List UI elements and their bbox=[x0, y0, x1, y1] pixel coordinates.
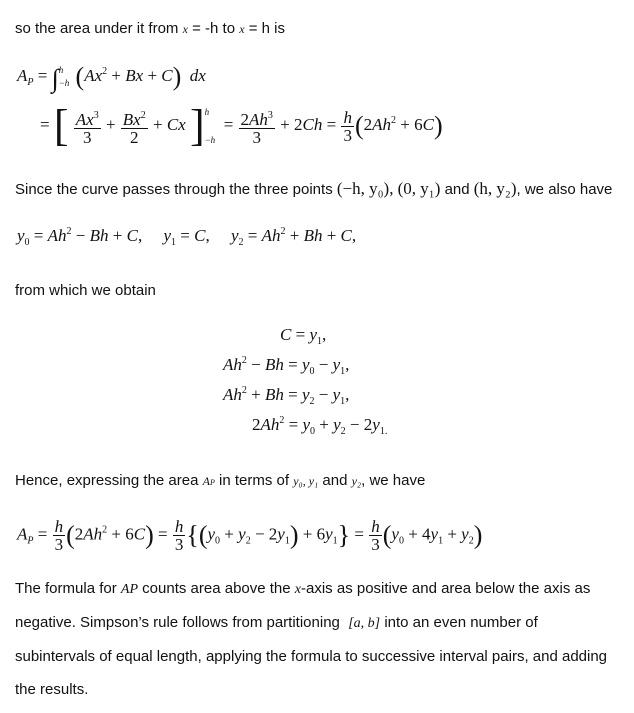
intro-var-x2: x bbox=[239, 22, 245, 36]
intro-var-x1: x bbox=[182, 22, 188, 36]
intro-eq2: = h is bbox=[248, 20, 285, 37]
system-eq-2: $Ah^2 - Bh = y_0 - y_1$, bbox=[223, 355, 350, 377]
hence-text-and: and bbox=[322, 472, 348, 489]
integral-equation: $A_P$ = ∫ h −h $(Ax^2 + Bx + C)$ dx bbox=[17, 62, 206, 93]
passes-line bbox=[15, 179, 612, 199]
x-axis-var: x bbox=[294, 582, 302, 597]
intro-eq1: = -h to bbox=[192, 20, 236, 37]
obtain-line bbox=[15, 282, 156, 299]
var-y2: y₂ bbox=[351, 474, 362, 488]
final-line-1: The formula for AP counts area above the x-axis as positive and area below the axis as bbox=[15, 580, 591, 597]
area-symbol: AP bbox=[202, 474, 215, 488]
obtain-text: from which we obtain bbox=[15, 282, 156, 299]
system-eq-1: $C = y_1$, bbox=[280, 325, 327, 347]
passes-text-and: and bbox=[444, 181, 470, 198]
hence-text-pre: Hence, expressing the area bbox=[15, 472, 199, 489]
y-equations: $y_0 = Ah^2 - Bh + C$, $y_1 = C$, $y_2 = Ah^2 + Bh + C$, bbox=[17, 226, 357, 248]
final-line-2: negative. Simpson’s rule follows from partitioning [a, b] into an even number of bbox=[15, 614, 538, 631]
final-line-3: subintervals of equal length, applying the formula to successive interval pairs, and adding bbox=[15, 648, 608, 665]
ap-symbol: AP bbox=[120, 582, 138, 597]
bracket-evaluation: = [ $\frac{Ax^3}{3}$ + $\frac{Bx^2}{2}$ + Cx ] h −h = $\frac{2Ah^3}{3}$ + 2Ch = $\frac{h}{3}$ $(2Ah^2 + 6C)$ bbox=[40, 100, 443, 150]
final-paragraph bbox=[15, 572, 615, 706]
interval-ab: [a, b] bbox=[348, 616, 381, 631]
point-1: (−h, y₀), bbox=[336, 179, 394, 198]
intro-prefix: so the area under it from bbox=[15, 20, 179, 37]
final-line-4: the results. bbox=[15, 681, 89, 698]
intro-line bbox=[15, 20, 285, 37]
point-3: (h, y₂) bbox=[473, 179, 517, 198]
passes-text-post: , we also have bbox=[516, 181, 613, 198]
system-eq-4: $2Ah^2 = y_0 + y_2 - 2y_{1.}$ bbox=[252, 415, 388, 437]
passes-text-pre: Since the curve passes through the three points bbox=[15, 181, 333, 198]
hence-text-mid: in terms of bbox=[219, 472, 290, 489]
point-2: (0, y₁) bbox=[397, 179, 441, 198]
hence-text-post: , we have bbox=[361, 472, 426, 489]
vars-list: y₀, y₁ bbox=[293, 474, 319, 488]
system-eq-3: $Ah^2 + Bh = y_2 - y_1$, bbox=[223, 385, 350, 407]
hence-line bbox=[15, 472, 425, 489]
final-area-formula: $A_P$ = $\frac{h}{3}$ $(2Ah^2 + 6C)$ = $\frac{h}{3}$ $\{(y_0 + y_2 - 2y_1) + 6y_1\}$ = $\frac{h}{3}$ $(y_0 + 4y_1 + y_2)$ bbox=[17, 517, 483, 554]
